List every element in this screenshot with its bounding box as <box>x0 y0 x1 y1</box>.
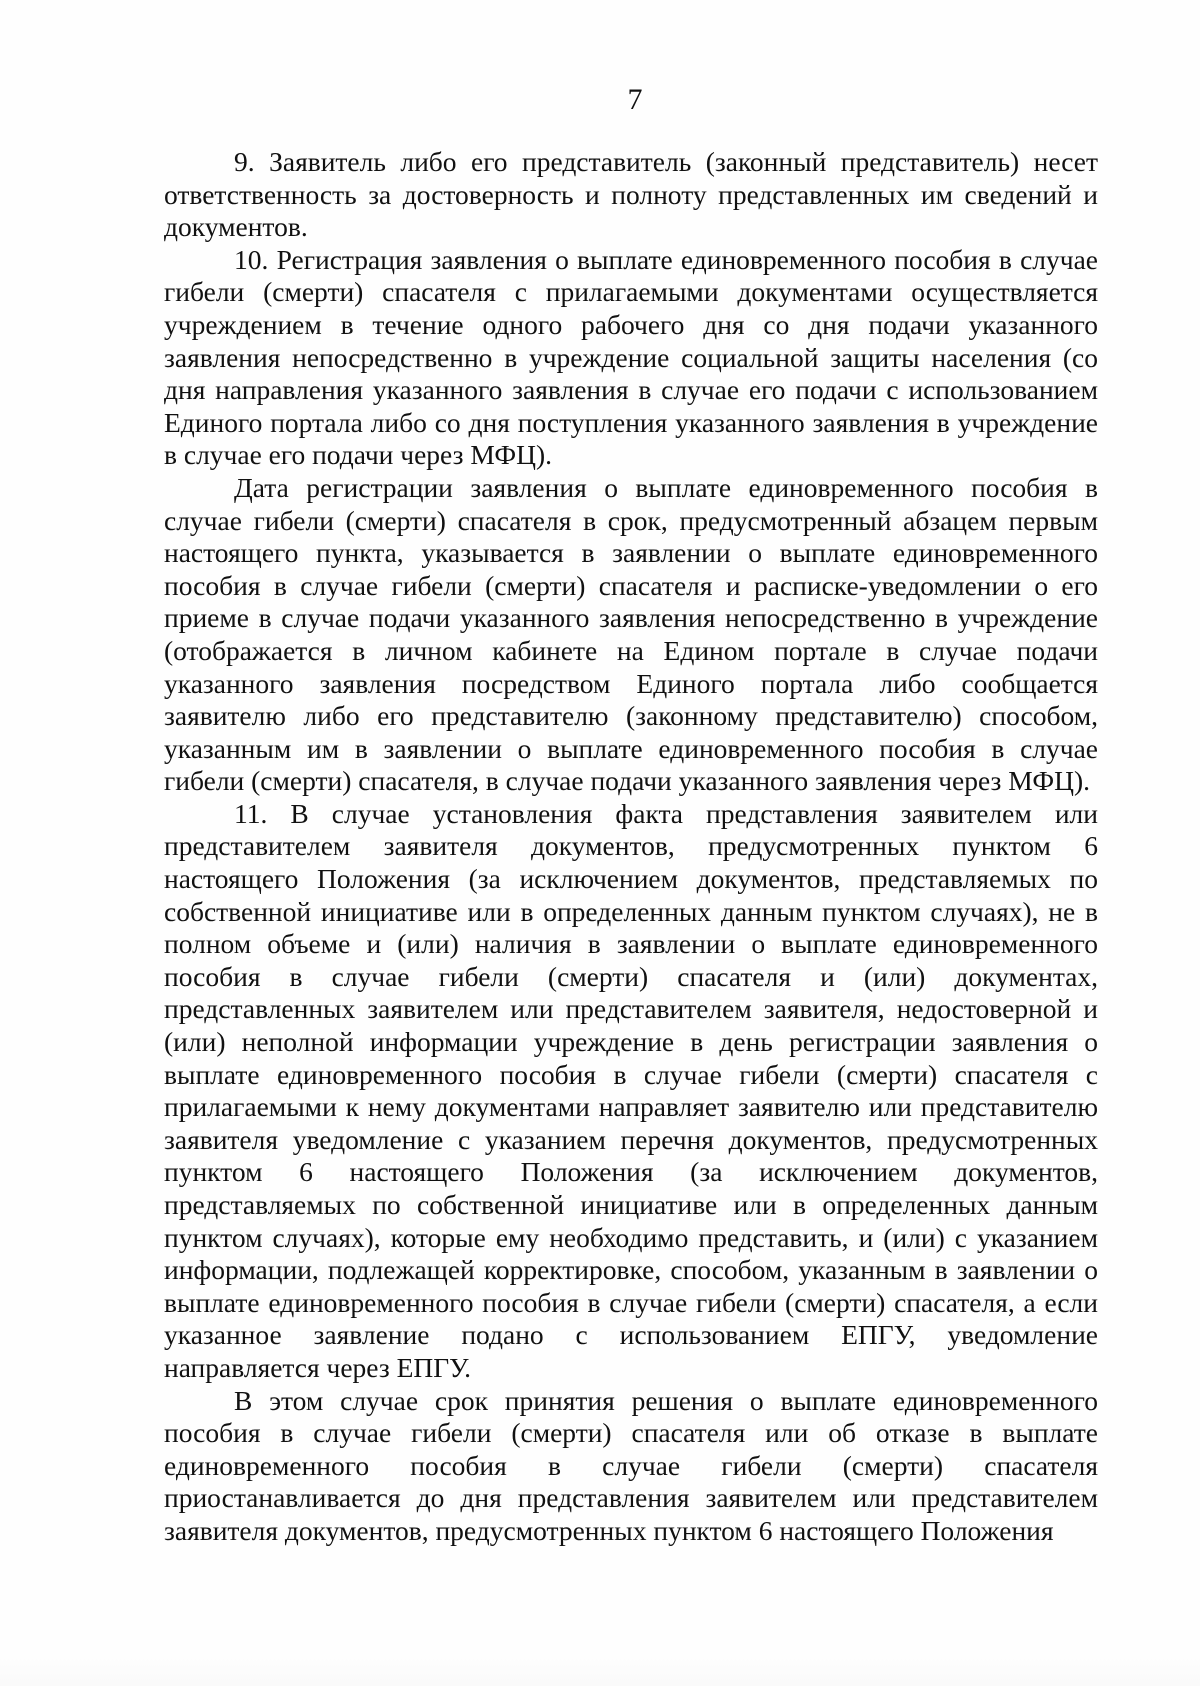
document-body <box>164 146 1098 1548</box>
paragraph-10-registration-date: Дата регистрации заявления о выплате единовременного пособия в случае гибели (смерти) спасателя в срок, предусмотренный абзацем первым настоящего пункта, указывается в заявлении о выплате единовременного пособия в случае гибели (смерти) спасателя и расписке-уведомлении о его приеме в случае подачи указанного заявления непосредственно в учреждение (отображается в личном кабинете на Едином портале в случае подачи указанного заявления посредством Единого портала либо сообщается заявителю либо его представителю (законному представителю) способом, указанным им в заявлении о выплате единовременного пособия в случае гибели (смерти) спасателя, в случае подачи указанного заявления через МФЦ). <box>164 471 1098 797</box>
page-number: 7 <box>627 83 643 116</box>
paragraph-9: 9. Заявитель либо его представитель (законный представитель) несет ответственность за достоверность и полноту представленных им сведений и документов. <box>164 146 1098 243</box>
paragraph-11: 11. В случае установления факта представления заявителем или представителем заявителя документов, предусмотренных пунктом 6 настоящего Положения (за исключением документов, представляемых по собственной инициативе или в определенных данным пунктом случаях), не в полном объеме и (или) наличия в заявлении о выплате единовременного пособия в случае гибели (смерти) спасателя и (или) документах, представленных заявителем или представителем заявителя, недостоверной и (или) неполной информации учреждение в день регистрации заявления о выплате единовременного пособия в случае гибели (смерти) спасателя с прилагаемыми к нему документами направляет заявителю или представителю заявителя уведомление с указанием перечня документов, предусмотренных пунктом 6 настоящего Положения (за исключением документов, представляемых по собственной инициативе или в определенных данным пунктом случаях), которые ему необходимо представить, и (или) с указанием информации, подлежащей корректировке, способом, указанным в заявлении о выплате единовременного пособия в случае гибели (смерти) спасателя, а если указанное заявление подано с использованием ЕПГУ, уведомление направляется через ЕПГУ. <box>164 797 1098 1383</box>
scan-edge <box>0 1656 1200 1686</box>
paragraph-11-suspension: В этом случае срок принятия решения о выплате единовременного пособия в случае гибели (смерти) спасателя или об отказе в выплате единовременного пособия в случае гибели (смерти) спасателя приостанавливается до дня представления заявителем или представителем заявителя документов, предусмотренных пунктом 6 настоящего Положения <box>164 1384 1098 1546</box>
paragraph-10: 10. Регистрация заявления о выплате единовременного пособия в случае гибели (смерти) спасателя с прилагаемыми документами осуществляется учреждением в течение одного рабочего дня со дня подачи указанного заявления непосредственно в учреждение социальной защиты населения (со дня направления указанного заявления в случае его подачи с использованием Единого портала либо со дня поступления указанного заявления в учреждение в случае его подачи через МФЦ). <box>164 243 1098 471</box>
